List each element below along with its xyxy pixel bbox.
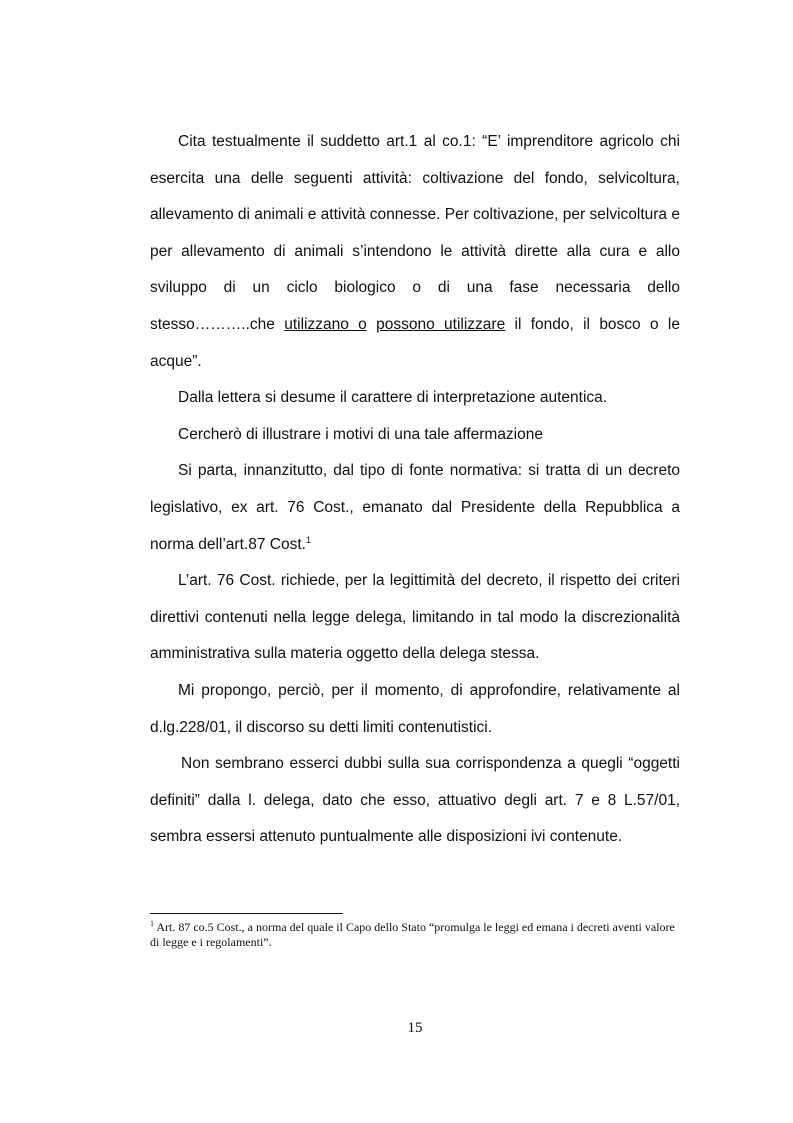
paragraph-text: Dalla lettera si desume il carattere di interpretazione autentica. bbox=[178, 389, 608, 407]
paragraph-text: Si parta, innanzitutto, dal tipo di fonte normativa: si tratta di un decreto legislativo, ex art. 76 Cost., emanato dal Presidente della Repubblica a norma dell’art.87 Cost. bbox=[150, 462, 680, 553]
paragraph-interpretazione bbox=[150, 380, 680, 417]
paragraph-art76 bbox=[150, 563, 680, 673]
footnote-number: 1 bbox=[150, 919, 154, 928]
paragraph-motivi bbox=[150, 417, 680, 454]
paragraph-text: Mi propongo, perciò, per il momento, di approfondire, relativamente al d.lg.228/01, il discorso su detti limiti contenutistici. bbox=[150, 681, 680, 736]
footnote bbox=[150, 920, 680, 950]
underlined-utilizzano: utilizzano o bbox=[284, 315, 367, 333]
citation-space bbox=[367, 316, 376, 333]
paragraph-text: Non sembrano esserci dubbi sulla sua corrispondenza a quegli “oggetti definiti” dalla l. delega, dato che esso, attuativo degli art. 7 e 8 L.57/01, sembra essersi attenuto puntualmente alle disposizioni ivi contenute. bbox=[150, 755, 680, 846]
paragraph-text: L’art. 76 Cost. richiede, per la legittimità del decreto, il rispetto dei criteri direttivi contenuti nella legge delega, limitando in tal modo la discrezionalità amministrativa sulla materia oggetto della delega stessa. bbox=[150, 572, 680, 663]
main-text bbox=[150, 124, 680, 856]
footnote-separator bbox=[150, 913, 343, 914]
paragraph-art1-citation bbox=[150, 124, 680, 380]
page-number: 15 bbox=[407, 1020, 423, 1036]
paragraph-corrispondenza bbox=[150, 746, 680, 856]
paragraph-text: Cercherò di illustrare i motivi di una tale affermazione bbox=[178, 425, 543, 443]
citation-text-end: il fondo, il bosco o le acque”. bbox=[150, 315, 680, 370]
footnote-text: Art. 87 co.5 Cost., a norma del quale il Capo dello Stato “promulga le leggi ed emana i decreti aventi valore di legge e i regolamenti”. bbox=[150, 920, 675, 949]
footnote-reference: 1 bbox=[305, 534, 311, 545]
paragraph-approfondire bbox=[150, 673, 680, 746]
citation-text-start: Cita testualmente il suddetto art.1 al co.1: “E’ imprenditore agricolo chi esercita una delle seguenti attività: coltivazione del fondo, selvicoltura, allevamento di animali e attività connesse. Per coltivazione, per selvicoltura e per allevamento di animali s’intendono le attività dirette alla cura e allo sviluppo di un ciclo biologico o di una fase necessaria dello stesso………..che bbox=[150, 133, 680, 333]
paragraph-fonte-normativa bbox=[150, 453, 680, 563]
underlined-possono-utilizzare: possono utilizzare bbox=[376, 315, 506, 333]
